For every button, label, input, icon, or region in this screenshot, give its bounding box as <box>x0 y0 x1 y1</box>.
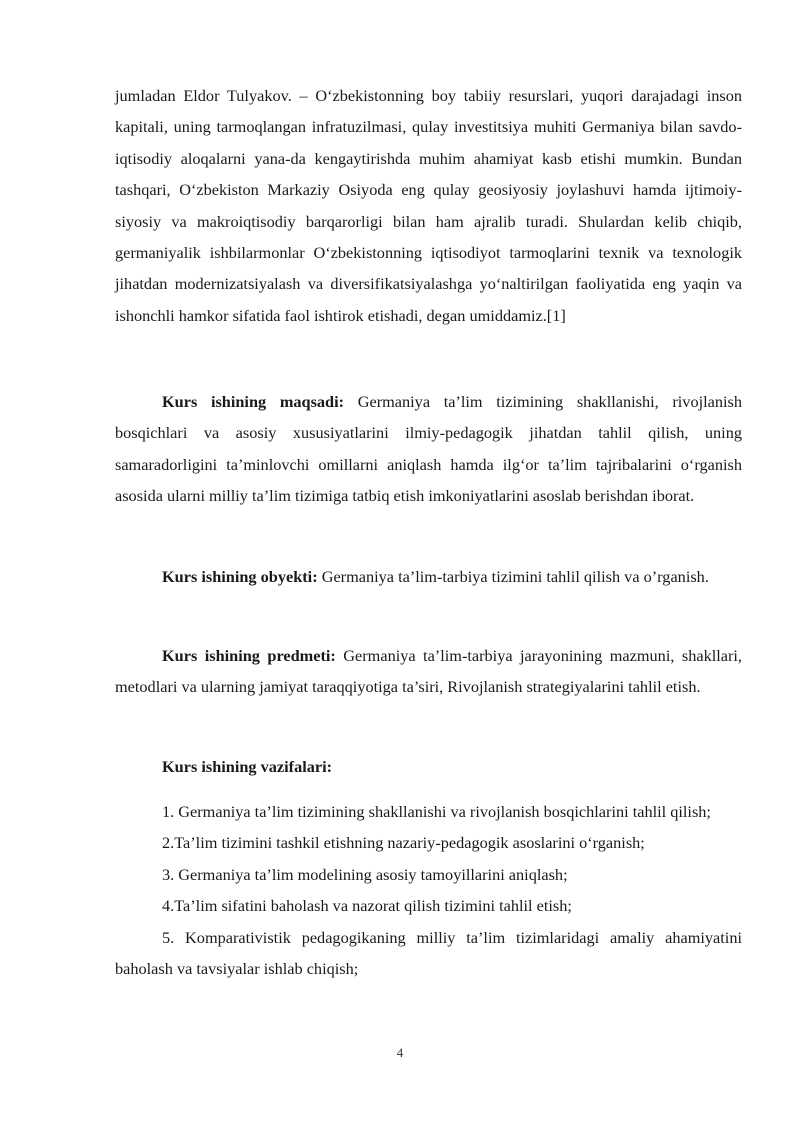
object-label: Kurs ishining obyekti: <box>162 567 318 586</box>
task-item: 3. Germaniya ta’lim modelining asosiy tamoyillarini aniqlash; <box>162 864 568 884</box>
intro-paragraph: jumladan Eldor Tulyakov. – O‘zbekistonning boy tabiiy resurslari, yuqori darajadagi inson kapitali, uning tarmoqlangan infratuzilmasi, qulay investitsiya muhiti Germaniya bilan savdo-iqtisodiy aloqalarni yana-da kengaytirishda muhim ahamiyat kasb etishi mumkin. Bundan tashqari, O‘zbekiston Markaziy Osiyoda eng qulay geosiyosiy joylashuvi hamda ijtimoiy-siyosiy va makroiqtisodiy barqarorligi bilan ham ajralib turadi. Shulardan kelib chiqib, germaniyalik ishbilarmonlar O‘zbekistonning iqtisodiyot tarmoqlarini texnik va texnologik jihatdan modernizatsiyalash va diversifikatsiyalashga yo‘naltirilgan faoliyatida eng yaqin va ishonchli hamkor sifatida faol ishtirok etishadi, degan umiddamiz.[1] <box>115 86 742 325</box>
goal-block <box>115 386 742 512</box>
goal-text: Germaniya ta’lim tizimining shakllanishi, rivojlanish bosqichlari va asosiy xususiyatlarini ilmiy-pedagogik jihatdan tahlil qilish, uning samaradorligini ta’minlovchi omillarni aniqlash hamda ilg‘or ta’lim tajribalarini o‘rganish asosida ularni milliy ta’lim tizimiga tatbiq etish imkoniyatlarini asoslab berishdan iborat. <box>115 392 743 506</box>
tasks-heading: Kurs ishining vazifalari: <box>162 757 333 776</box>
task-item: 5. Komparativistik pedagogikaning milliy ta’lim tizimlaridagi amaliy ahamiyatini baholash va tavsiyalar ishlab chiqish; <box>115 927 742 979</box>
task-item: 1. Germaniya ta’lim tizimining shakllanishi va rivojlanish bosqichlarini tahlil qilish; <box>162 802 711 821</box>
object-text: Germaniya ta’lim-tarbiya tizimini tahlil qilish va o’rganish. <box>317 567 709 586</box>
object-paragraph <box>115 561 742 592</box>
subject-block <box>115 640 742 703</box>
subject-paragraph <box>115 640 742 703</box>
subject-text: Germaniya ta’lim-tarbiya jarayonining mazmuni, shakllari, metodlari va ularning jamiyat taraqqiyotiga ta’siri, Rivojlanish strategiyalarini tahlil etish. <box>115 646 742 697</box>
goal-label: Kurs ishining maqsadi: <box>162 392 345 411</box>
tasks-list <box>115 796 742 984</box>
subject-label: Kurs ishining predmeti: <box>162 646 336 665</box>
task-item: 4.Ta’lim sifatini baholash va nazorat qilish tizimini tahlil etish; <box>162 896 572 916</box>
object-block <box>115 561 742 592</box>
task-item: 2.Ta’lim tizimini tashkil etishning nazariy-pedagogik asoslarini o‘rganish; <box>162 833 645 853</box>
page-number: 4 <box>396 1045 404 1060</box>
body-text <box>115 80 742 331</box>
goal-paragraph <box>115 386 742 512</box>
tasks-heading-block <box>115 751 742 782</box>
